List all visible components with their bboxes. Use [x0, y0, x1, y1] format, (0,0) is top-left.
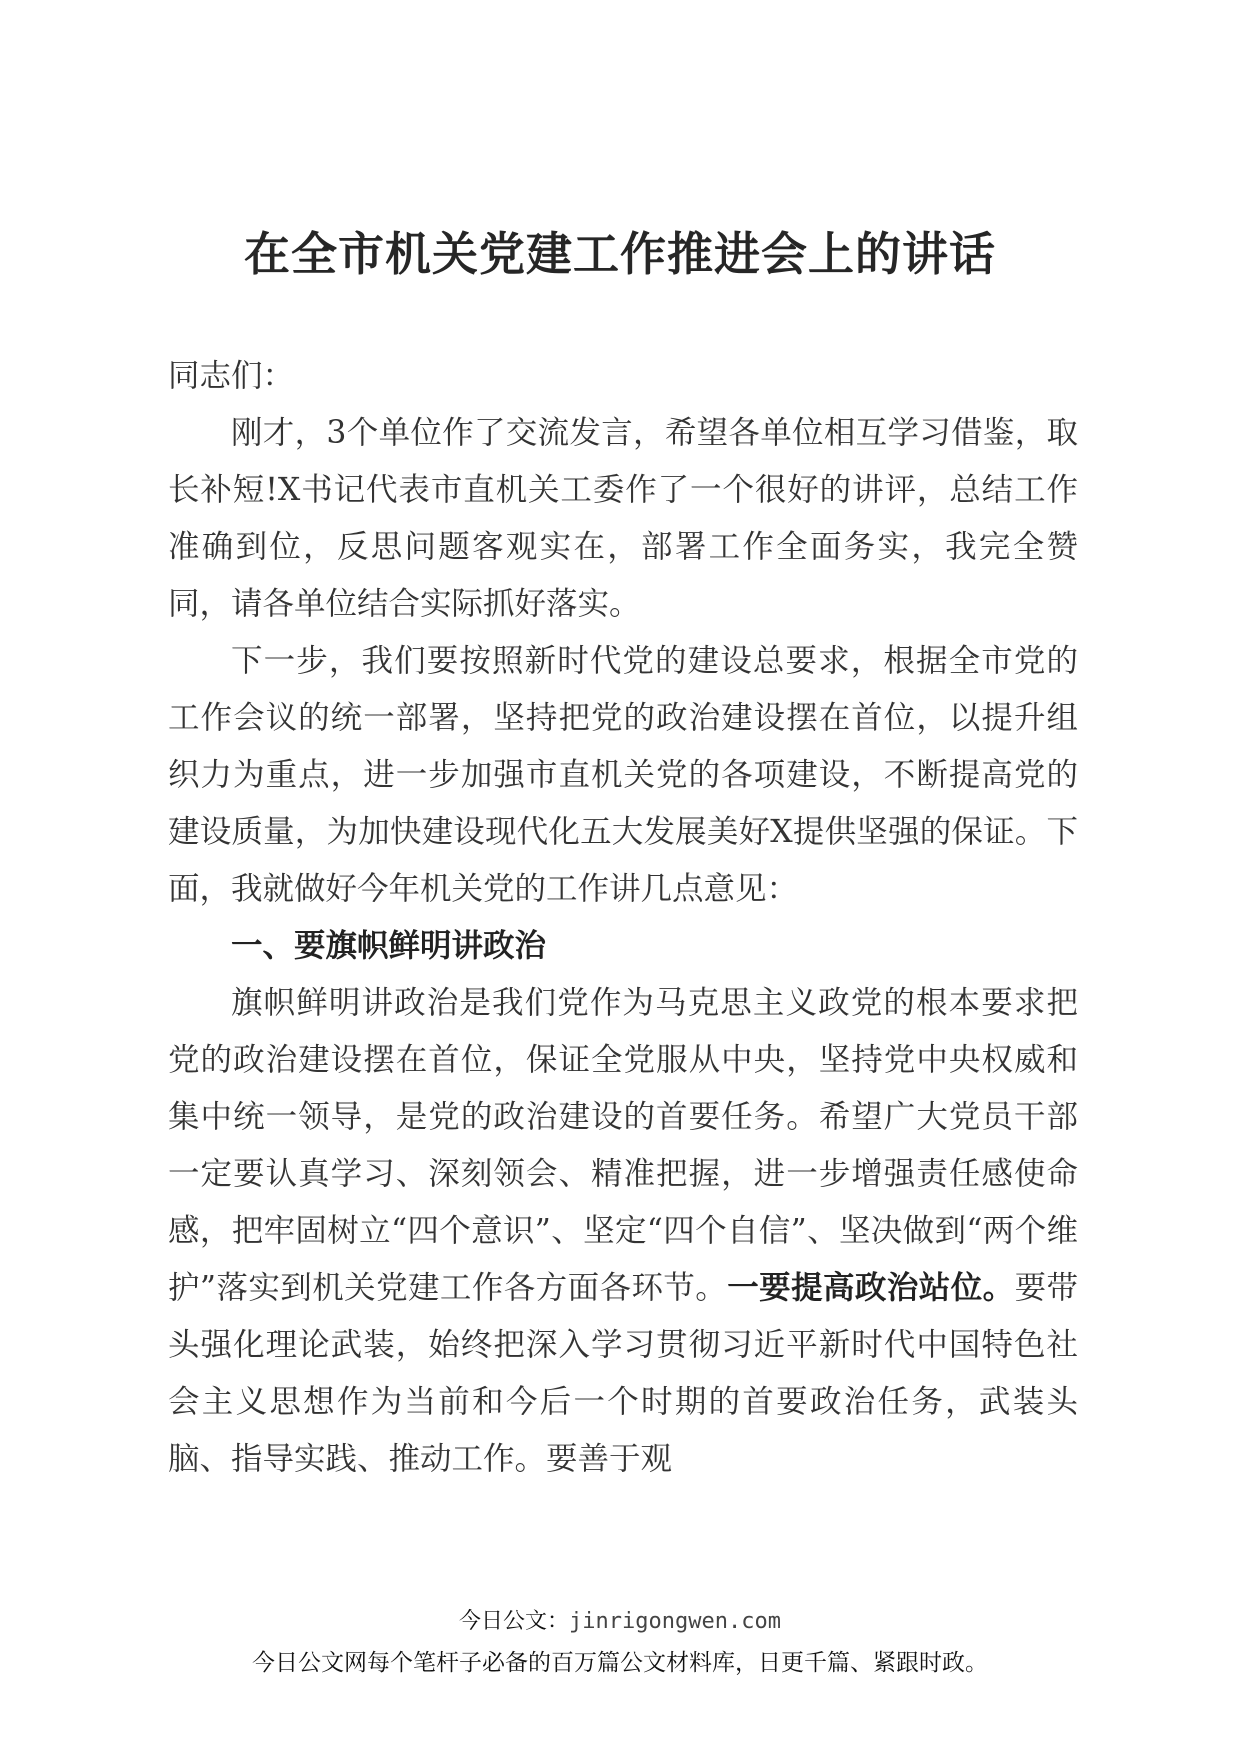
footer-site	[0, 1604, 1240, 1635]
document-title: 在全市机关党建工作推进会上的讲话	[244, 227, 996, 281]
paragraph-3	[168, 975, 1078, 1488]
paragraph-2: 下一步，我们要按照新时代党的建设总要求，根据全市党的工作会议的统一部署，坚持把党的政治建设摆在首位，以提升组织力为重点，进一步加强市直机关党的各项建设，不断提高党的建设质量，为加快建设现代化五大发展美好X提供坚强的保证。下面，我就做好今年机关党的工作讲几点意见：	[168, 643, 1078, 907]
footer-slogan: 今日公文网每个笔杆子必备的百万篇公文材料库，日更千篇、紧跟时政。	[252, 1650, 988, 1676]
paragraph-3-text-b: 要带头强化理论武装，始终把深入学习贯彻习近平新时代中国特色社会主义思想作为当前和今后一个时期的首要政治任务，武装头脑、指导实践、推动工作。要善于观	[168, 1270, 1078, 1477]
footer-site-label: 今日公文：	[459, 1609, 570, 1634]
document-body	[168, 348, 1078, 1488]
paragraph-3-text-a: 旗帜鲜明讲政治是我们党作为马克思主义政党的根本要求把党的政治建设摆在首位，保证全党服从中央，坚持党中央权威和集中统一领导，是党的政治建设的首要任务。希望广大党员干部一定要认真学习、深刻领会、精准把握，进一步增强责任感使命感，把牢固树立“四个意识”、坚定“四个自信”、坚决做到“两个维护”落实到机关党建工作各方面各环节。	[168, 985, 1078, 1306]
footer-site-url[interactable]: jinrigongwen.com	[569, 1609, 781, 1634]
paragraph-3-bold-point: 一要提高政治站位。	[727, 1270, 1015, 1306]
salutation: 同志们：	[168, 358, 295, 394]
section-1-heading: 一、要旗帜鲜明讲政治	[231, 928, 547, 964]
paragraph-1: 刚才，3个单位作了交流发言，希望各单位相互学习借鉴，取长补短!X书记代表市直机关工委作了一个很好的讲评，总结工作准确到位，反思问题客观实在，部署工作全面务实，我完全赞同，请各单位结合实际抓好落实。	[168, 415, 1078, 622]
